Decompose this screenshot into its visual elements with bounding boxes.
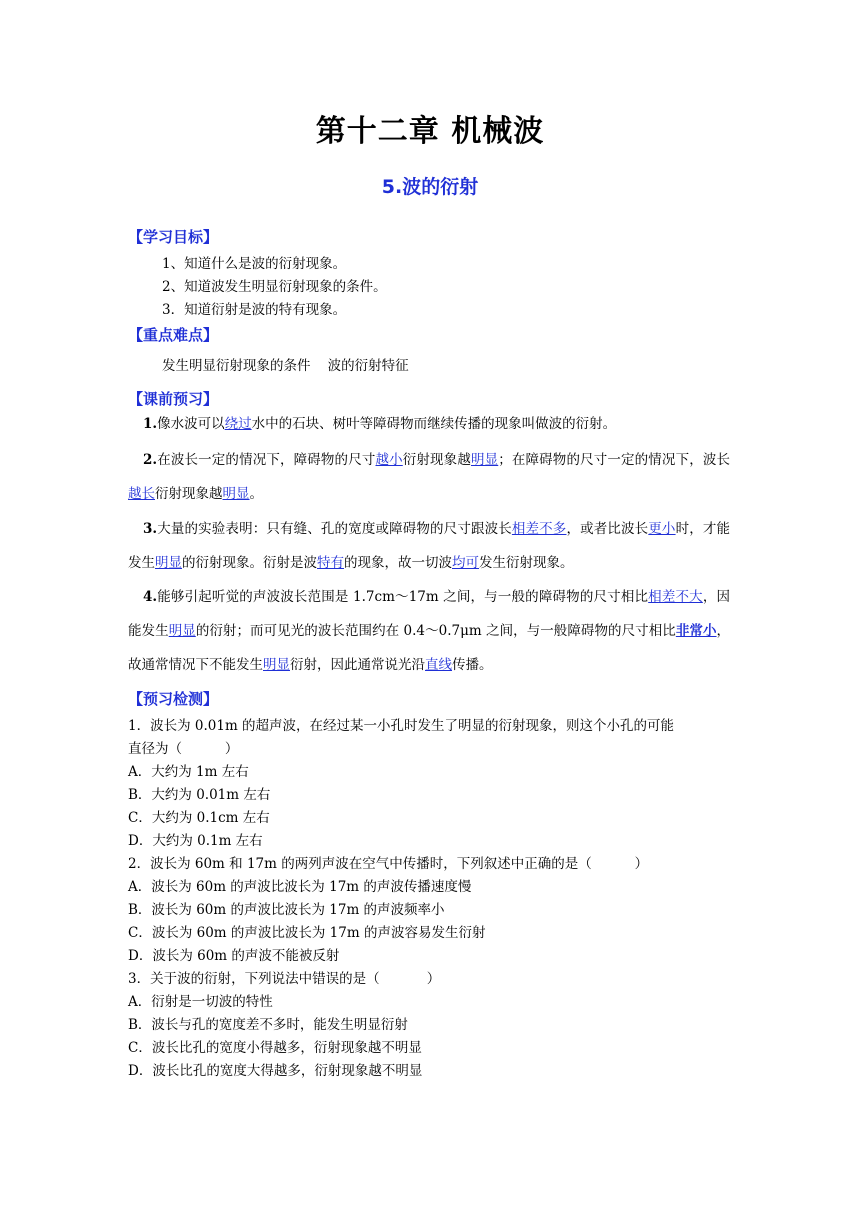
question-1-option-d: D．大约为 0.1m 左右 (128, 833, 263, 849)
answer-blank: 绕过 (224, 416, 252, 432)
key-points-heading: 【重点难点】 (128, 326, 219, 344)
quiz-heading: 【预习检测】 (128, 690, 219, 708)
question-2-option-d: D．波长为 60m 的声波不能被反射 (128, 948, 340, 964)
answer-blank: 特有 (317, 555, 344, 571)
paragraph-text: 时，才能发生 (128, 521, 730, 571)
answer-blank: 明显 (222, 486, 250, 502)
question-3-option-b: B．波长与孔的宽度差不多时，能发生明显衍射 (128, 1017, 408, 1033)
objective-item: 3．知道衍射是波的特有现象。 (162, 302, 347, 318)
paragraph-text: 传播。 (452, 657, 493, 673)
paragraph-text: 在波长一定的情况下，障碍物的尺寸 (157, 452, 376, 468)
question-1-option-a: A．大约为 1m 左右 (128, 764, 249, 780)
preview-paragraph-1 (128, 407, 730, 441)
paragraph-text: 衍射现象越 (402, 452, 471, 468)
objective-item: 2、知道波发生明显衍射现象的条件。 (162, 279, 387, 295)
item-number: 2. (143, 452, 158, 468)
question-2-option-c: C．波长为 60m 的声波比波长为 17m 的声波容易发生衍射 (128, 925, 486, 941)
paragraph-text: 发生衍射现象。 (479, 555, 574, 571)
answer-blank: 相差不大 (648, 589, 703, 605)
question-1-option-c: C．大约为 0.1cm 左右 (128, 810, 270, 826)
answer-blank: 越小 (375, 452, 403, 468)
paragraph-text: 的衍射现象。衍射是波 (182, 555, 317, 571)
paragraph-text: ，或者比波长 (566, 521, 649, 537)
answer-blank: 相差不多 (511, 521, 567, 537)
paragraph-text: 衍射，因此通常说光沿 (290, 657, 425, 673)
chapter-title: 第十二章 机械波 (315, 114, 545, 149)
answer-blank: 非常小 (675, 623, 717, 639)
key-points-text: 发生明显衍射现象的条件 波的衍射特征 (162, 358, 409, 374)
section-title: 5.波的衍射 (381, 176, 479, 198)
preview-paragraph-3 (128, 512, 730, 580)
answer-blank: 直线 (425, 657, 452, 673)
item-number: 3. (143, 521, 158, 537)
preview-paragraph-4 (128, 580, 730, 682)
paragraph-text: 大量的实验表明：只有缝、孔的宽度或障碍物的尺寸跟波长 (157, 521, 512, 537)
item-number: 1. (143, 416, 158, 432)
paragraph-text: 像水波可以 (157, 416, 225, 432)
question-2-option-a: A．波长为 60m 的声波比波长为 17m 的声波传播速度慢 (128, 879, 472, 895)
objectives-heading: 【学习目标】 (128, 228, 219, 246)
question-2-stem: 2．波长为 60m 和 17m 的两列声波在空气中传播时，下列叙述中正确的是（ ） (128, 856, 649, 872)
answer-blank: 明显 (155, 555, 182, 571)
paragraph-text: ，因能发生 (128, 589, 730, 639)
question-2-option-b: B．波长为 60m 的声波比波长为 17m 的声波频率小 (128, 902, 445, 918)
paragraph-text: 的现象，故一切波 (344, 555, 452, 571)
preview-paragraph-2 (128, 443, 730, 511)
question-1-option-b: B．大约为 0.01m 左右 (128, 787, 271, 803)
objective-item: 1、知道什么是波的衍射现象。 (162, 256, 347, 272)
question-1-stem: 1．波长为 0.01m 的超声波，在经过某一小孔时发生了明显的衍射现象，则这个小孔的可能 (128, 718, 675, 734)
answer-blank: 越长 (128, 486, 155, 502)
paragraph-text: 。 (249, 486, 263, 502)
answer-blank: 明显 (470, 452, 499, 468)
paragraph-text: 水中的石块、树叶等障碍物而继续传播的现象叫做波的衍射。 (251, 416, 617, 432)
answer-blank: 明显 (168, 623, 196, 639)
question-3-stem: 3．关于波的衍射，下列说法中错误的是（ ） (128, 971, 441, 987)
answer-blank: 均可 (452, 555, 479, 571)
answer-blank: 更小 (648, 521, 676, 537)
question-1-stem-cont: 直径为（ ） (128, 741, 239, 757)
paragraph-text: 衍射现象越 (155, 486, 223, 502)
question-3-option-a: A．衍射是一切波的特性 (128, 994, 273, 1010)
paragraph-text: 能够引起听觉的声波波长范围是 1.7cm～17m 之间，与一般的障碍物的尺寸相比 (157, 589, 649, 605)
question-3-option-c: C．波长比孔的宽度小得越多，衍射现象越不明显 (128, 1040, 422, 1056)
answer-blank: 明显 (263, 657, 290, 673)
paragraph-text: 的衍射；而可见光的波长范围约在 0.4～0.7μm 之间，与一般障碍物的尺寸相比 (195, 623, 676, 639)
question-3-option-d: D．波长比孔的宽度大得越多，衍射现象越不明显 (128, 1063, 423, 1079)
paragraph-text: ；在障碍物的尺寸一定的情况下，波长 (498, 452, 730, 468)
paragraph-text: ，故通常情况下不能发生 (128, 623, 731, 673)
preview-heading: 【课前预习】 (128, 390, 219, 408)
item-number: 4. (143, 589, 158, 605)
